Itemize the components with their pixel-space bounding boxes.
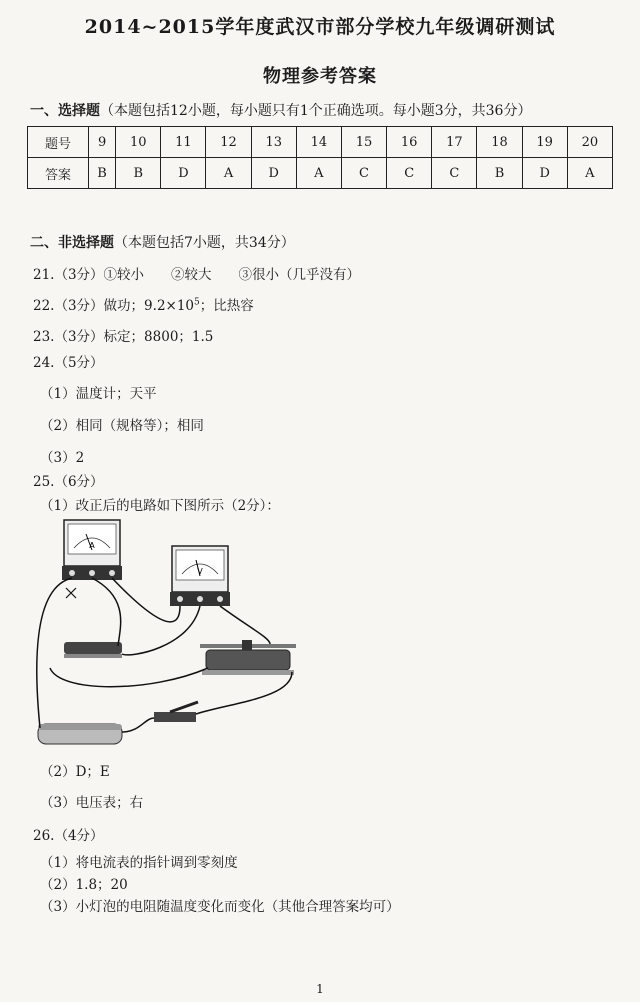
answer-cell: B [477, 158, 522, 189]
answer-cell: C [341, 158, 386, 189]
answer-cell: B [89, 158, 116, 189]
question-number: 13 [251, 127, 296, 158]
answer-q26-2: （2）1.8；20 [40, 877, 128, 893]
switch [154, 702, 198, 722]
section-1-note: （本题包括12小题，每小题只有1个正确选项。每小题3分，共36分） [100, 103, 532, 119]
battery [38, 724, 122, 744]
answer-q22-rest: ；比热容 [199, 298, 254, 314]
answer-cell: A [567, 158, 612, 189]
circuit-diagram [30, 518, 330, 753]
answer-q26: 26.（4分） [33, 828, 104, 844]
answer-q24-3: （3）2 [40, 450, 85, 466]
question-number: 20 [567, 127, 612, 158]
question-number: 15 [341, 127, 386, 158]
answer-cell: C [432, 158, 477, 189]
answer-cell: B [116, 158, 161, 189]
answer-q26-1: （1）将电流表的指针调到零刻度 [40, 855, 238, 871]
answer-q25: 25.（6分） [33, 474, 104, 490]
page-title: 2014~2015学年度武汉市部分学校九年级调研测试 [84, 16, 556, 38]
page-subtitle: 物理参考答案 [263, 66, 377, 87]
answer-cell: A [296, 158, 341, 189]
question-number: 11 [161, 127, 206, 158]
voltmeter [170, 546, 230, 606]
row-label-answer: 答案 [28, 158, 89, 189]
answer-cell: D [161, 158, 206, 189]
section-1-title: 一、选择题 [30, 103, 100, 119]
voltmeter-symbol: V [197, 567, 203, 576]
answer-row [28, 158, 613, 189]
answer-q26-3: （3）小灯泡的电阻随温度变化而变化（其他合理答案均可） [40, 899, 400, 915]
rheostat [200, 640, 296, 675]
answer-q22 [33, 294, 254, 314]
ammeter [62, 520, 122, 580]
question-number: 9 [89, 127, 116, 158]
ammeter-symbol: A [89, 541, 95, 550]
question-number: 19 [522, 127, 567, 158]
row-label-question: 题号 [28, 127, 89, 158]
answer-cell: D [251, 158, 296, 189]
answer-q22-exponent: 5 [194, 297, 200, 308]
answer-q25-2: （2）D；E [40, 764, 110, 780]
answer-q23: 23.（3分）标定；8800；1.5 [33, 329, 214, 345]
answer-q24: 24.（5分） [33, 355, 104, 371]
question-number: 12 [206, 127, 251, 158]
section-2-note: （本题包括7小题，共34分） [114, 235, 295, 251]
answer-cell: A [206, 158, 251, 189]
answer-table [27, 126, 613, 189]
answer-q21: 21.（3分）①较小 ②较大 ③很小（几乎没有） [33, 267, 361, 283]
resistor [64, 642, 122, 658]
page-number: 1 [316, 982, 324, 996]
question-number: 14 [296, 127, 341, 158]
section-2-title: 二、非选择题 [30, 235, 114, 251]
answer-q24-2: （2）相同（规格等）；相同 [40, 418, 204, 434]
answer-cell: C [387, 158, 432, 189]
question-number: 18 [477, 127, 522, 158]
question-number: 16 [387, 127, 432, 158]
answer-q25-1: （1）改正后的电路如下图所示（2分）： [40, 498, 280, 514]
section-2-heading [30, 232, 295, 252]
section-1-heading [30, 100, 531, 120]
answer-q24-1: （1）温度计；天平 [40, 386, 157, 402]
question-number-row [28, 127, 613, 158]
answer-q25-3: （3）电压表；右 [40, 795, 144, 811]
question-number: 17 [432, 127, 477, 158]
question-number: 10 [116, 127, 161, 158]
answer-cell: D [522, 158, 567, 189]
answer-q22-text: 22.（3分）做功；9.2×10 [33, 298, 195, 314]
